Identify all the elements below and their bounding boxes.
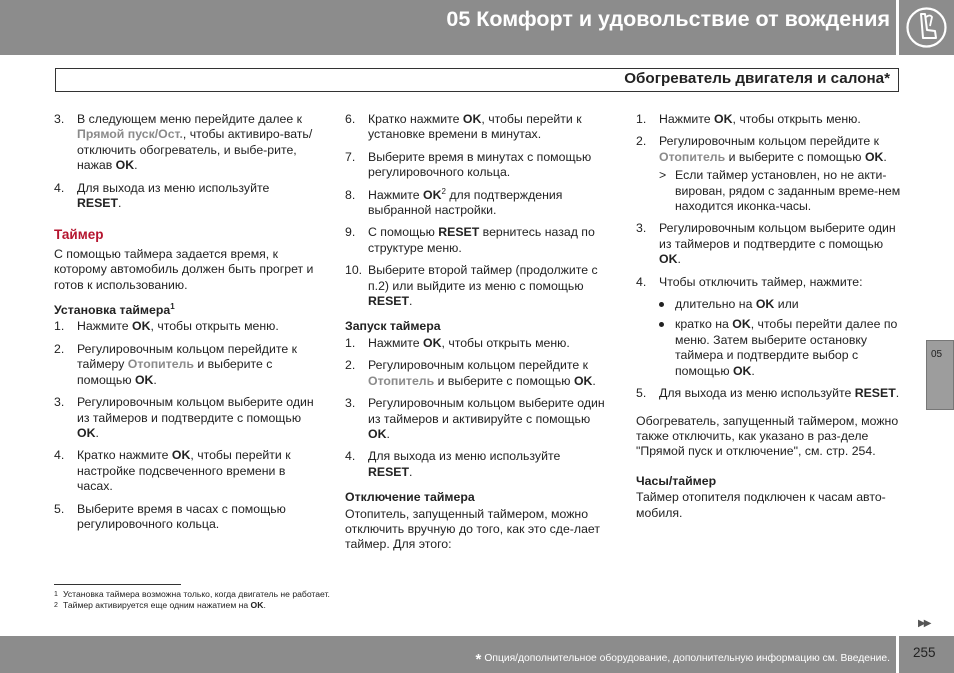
footer-bar bbox=[0, 636, 896, 673]
timer-intro: С помощью таймера задается время, к которому автомобиль должен быть прогрет и готов к использованию. bbox=[54, 246, 314, 292]
list-item: 6. Кратко нажмите OK, чтобы перейти к установке времени в минутах. bbox=[345, 112, 582, 142]
list-item: 3. Регулировочным кольцом выберите один из таймеров и подтвердите с помощью OK. bbox=[636, 221, 896, 267]
footnote-2: 2 Таймер активируется еще одним нажатием на OK. bbox=[54, 600, 266, 610]
list-item: 4. Для выхода из меню используйте RESET. bbox=[345, 449, 561, 479]
bullet-item: кратко на OK, чтобы перейти далее по меню. Затем выберите остановку таймера и подтвердите выбор с помощью OK. bbox=[636, 317, 902, 379]
list-item: 3. Регулировочным кольцом выберите один из таймеров и активируйте с помощью OK. bbox=[345, 396, 605, 441]
list-item: 3. В следующем меню перейдите далее к Прямой пуск/Ост., чтобы активиро-вать/отключить обогреватель, и выбе-рите, нажав OK. bbox=[54, 112, 313, 173]
list-item: 4. Чтобы отключить таймер, нажмите: bbox=[636, 274, 863, 289]
list-item: 2. Регулировочным кольцом перейдите к Отопитель и выберите с помощью OK. bbox=[345, 358, 596, 388]
stop-timer-text: Отопитель, запущенный таймером, можно отключить вручную до того, как это сде-лает таймер. Для этого: bbox=[345, 506, 600, 552]
list-item: 5. Для выхода из меню используйте RESET. bbox=[636, 386, 900, 401]
column-3 bbox=[636, 112, 902, 528]
list-item: 1. Нажмите OK, чтобы открыть меню. bbox=[636, 112, 861, 126]
column-2 bbox=[345, 112, 607, 560]
clock-timer-text: Таймер отопителя подключен к часам авто-мобиля. bbox=[636, 490, 886, 520]
alt-stop-text: Обогреватель, запущенный таймером, можно также отключить, как указано в раз-деле "Прямой пуск и отключение", см. стр. 254. bbox=[636, 413, 899, 459]
clock-timer-heading: Часы/таймер bbox=[636, 473, 717, 488]
bullet-item: длительно на OK или bbox=[636, 297, 902, 312]
list-item: 1. Нажмите OK, чтобы открыть меню. bbox=[345, 335, 570, 350]
column-1 bbox=[54, 112, 314, 539]
chapter-icon-box bbox=[899, 0, 954, 55]
chapter-title: 05 Комфорт и удовольствие от вождения bbox=[446, 7, 890, 31]
page-number: 255 bbox=[913, 645, 936, 660]
section-title-box bbox=[55, 68, 899, 92]
page-number-box bbox=[899, 636, 954, 673]
result-note: > Если таймер установлен, но не акти-вирован, рядом с заданным време-нем находится иконка-часы. bbox=[659, 168, 901, 214]
list-item: 10. Выберите второй таймер (продолжите с п.2) или выйдите из меню с помощью RESET. bbox=[345, 263, 598, 309]
list-item: 2. Регулировочным кольцом перейдите к таймеру Отопитель и выберите с помощью OK. bbox=[54, 341, 297, 387]
section-title: Обогреватель двигателя и салона* bbox=[624, 70, 890, 87]
stop-timer-heading: Отключение таймера bbox=[345, 490, 475, 505]
seat-icon bbox=[899, 0, 954, 55]
next-page-arrow-icon[interactable]: ▶▶ bbox=[918, 618, 930, 629]
list-item: 1. Нажмите OK, чтобы открыть меню. bbox=[54, 319, 279, 334]
list-item: 7. Выберите время в минутах с помощью регулировочного кольца. bbox=[345, 149, 592, 180]
start-timer-heading: Запуск таймера bbox=[345, 319, 441, 334]
set-timer-heading: Установка таймера$^1$ bbox=[54, 301, 175, 318]
footer-note: * Опция/дополнительное оборудование, дополнительную информацию см. Введение. bbox=[475, 651, 890, 668]
chapter-side-tab[interactable]: 05 bbox=[926, 340, 954, 410]
list-item: 9. С помощью RESET вернитесь назад по структуре меню. bbox=[345, 225, 595, 255]
list-item: 4. Кратко нажмите OK, чтобы перейти к настройке подсвеченного времени в часах. bbox=[54, 448, 291, 494]
list-item: 4. Для выхода из меню используйте RESET. bbox=[54, 180, 270, 211]
list-item: 5. Выберите время в часах с помощью регулировочного кольца. bbox=[54, 501, 286, 531]
list-item: 3. Регулировочным кольцом выберите один из таймеров и подтвердите с помощью OK. bbox=[54, 395, 314, 440]
list-item: 8. Нажмите $OK^2$ для подтверждения выбранной настройки. bbox=[345, 186, 563, 218]
footnote-1: 1 Установка таймера возможна только, когда двигатель не работает. bbox=[54, 589, 330, 599]
footnote-divider bbox=[54, 584, 181, 585]
header-bar bbox=[0, 0, 896, 55]
list-item: 2. Регулировочным кольцом перейдите к Отопитель и выберите с помощью OK. bbox=[636, 134, 887, 164]
timer-heading: Таймер bbox=[54, 227, 104, 243]
